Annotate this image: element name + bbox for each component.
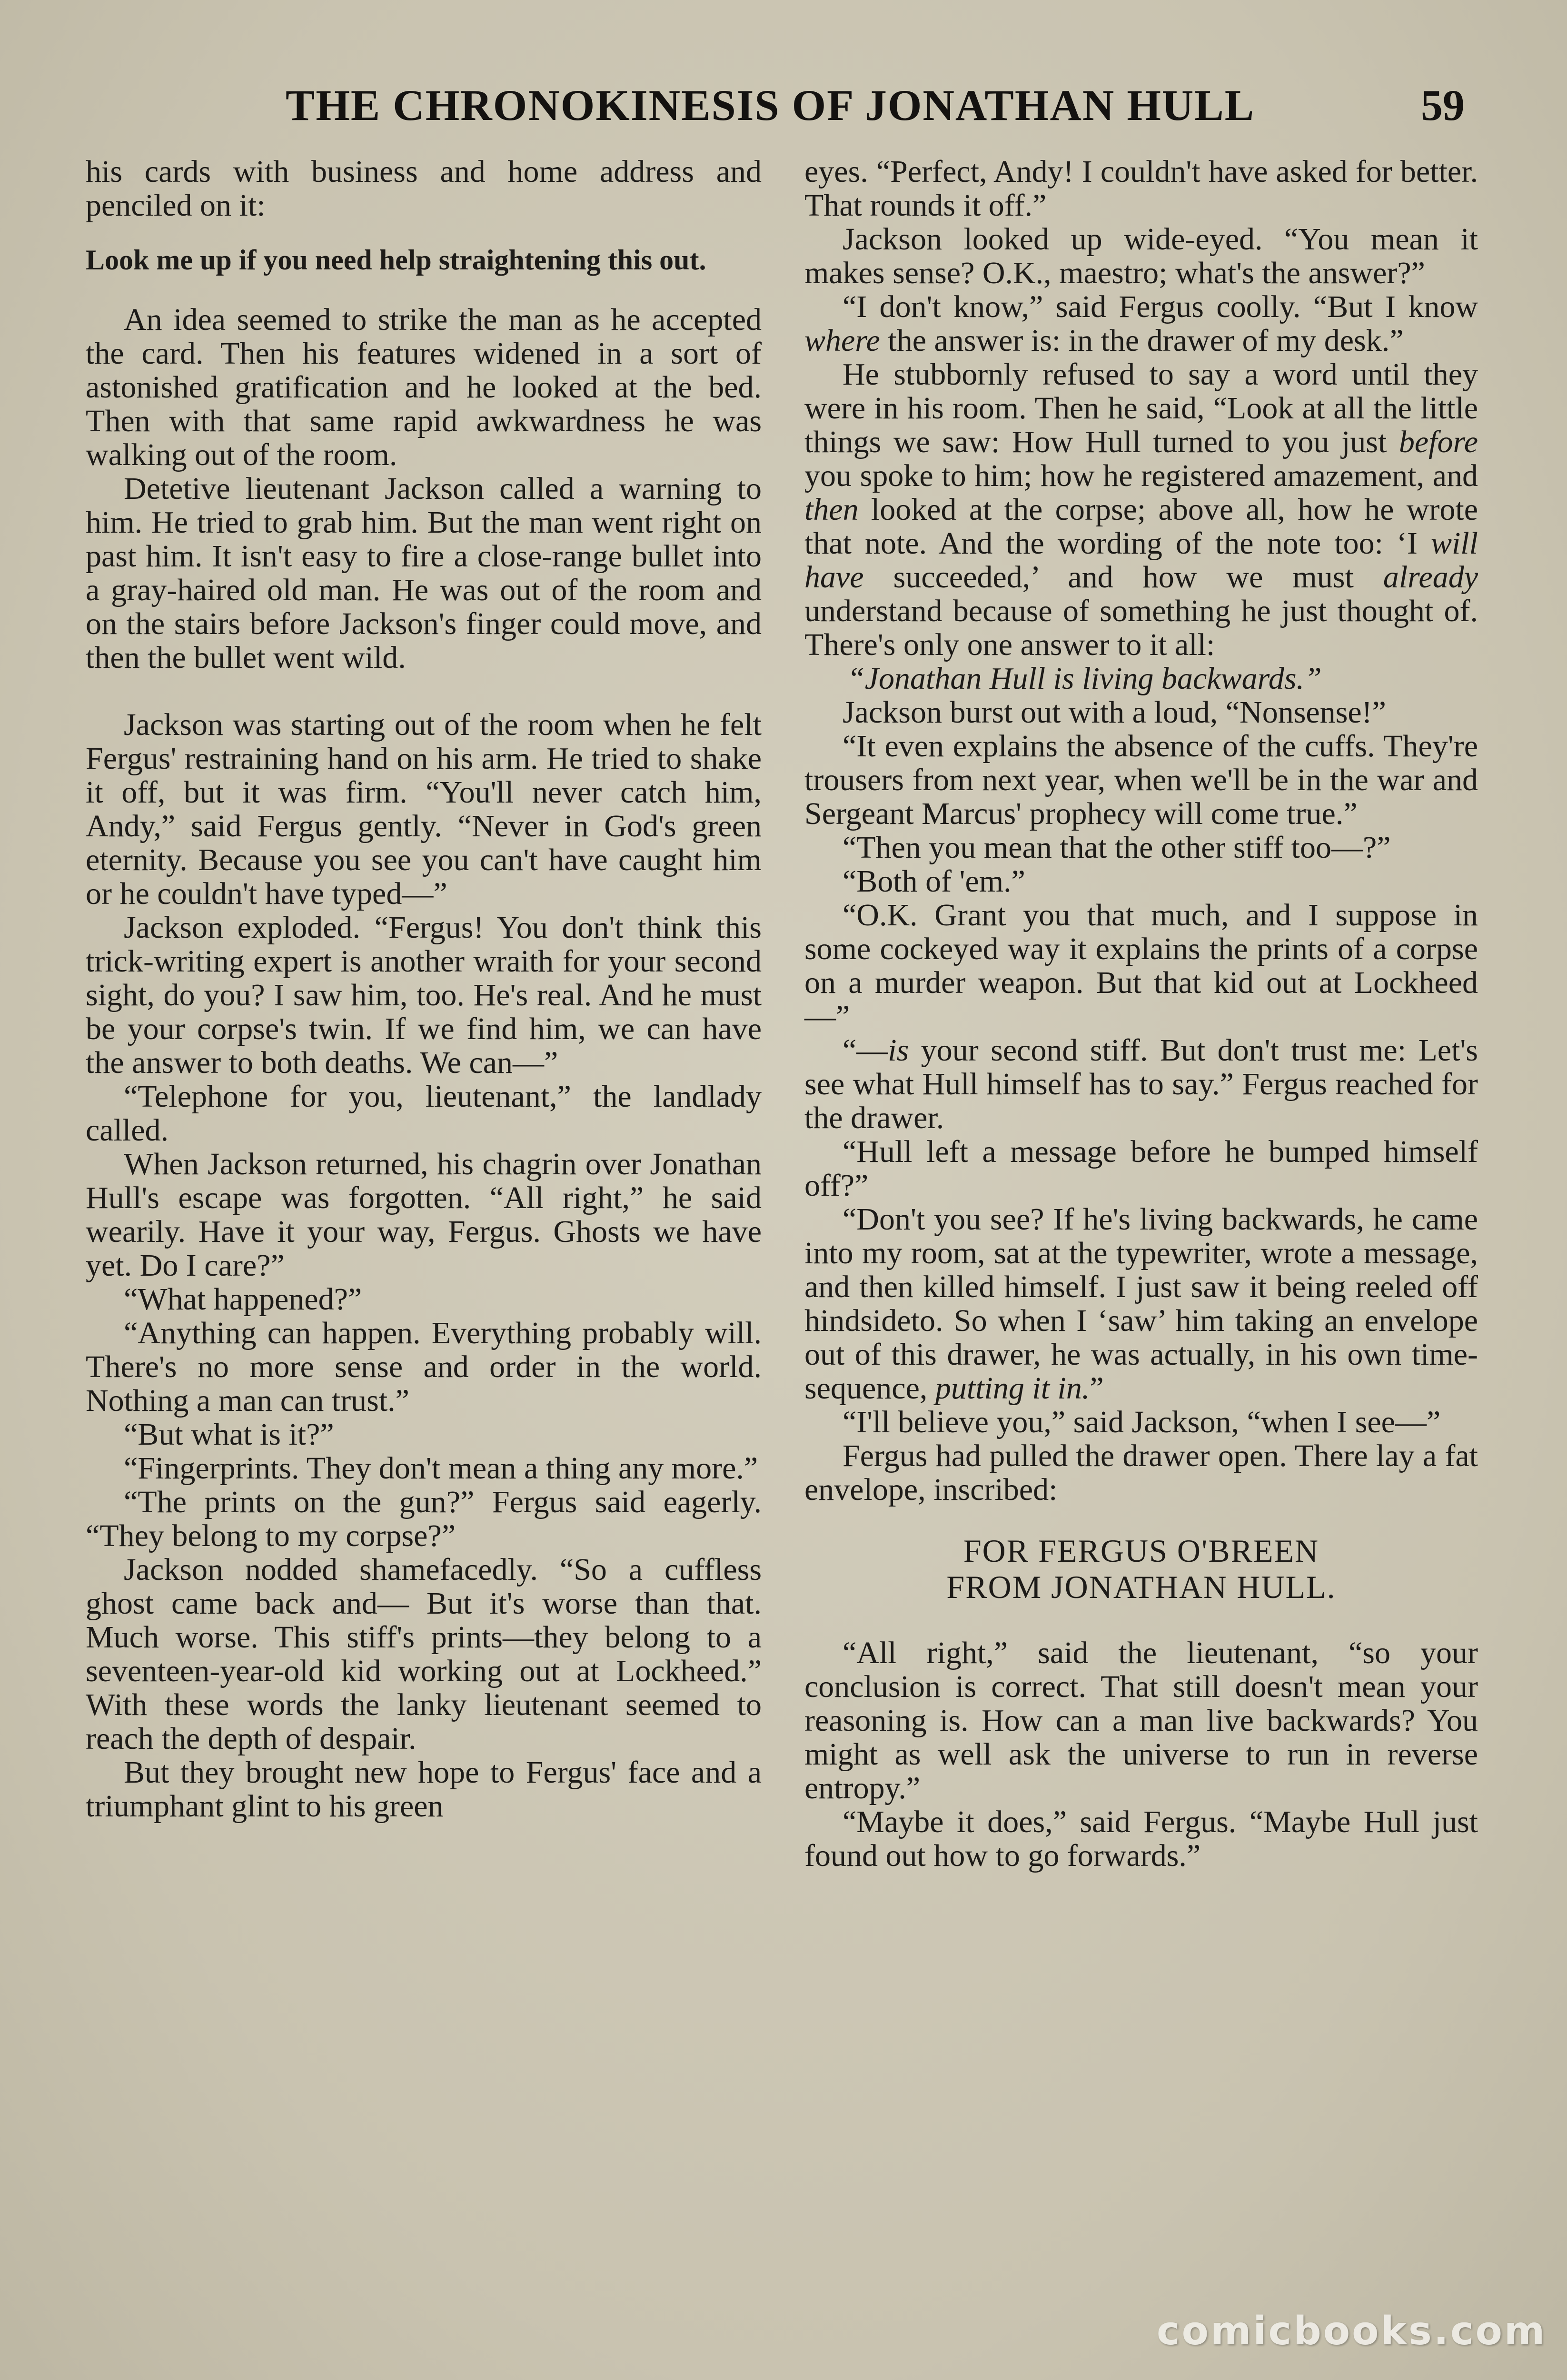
paragraph: Fergus had pulled the drawer open. There lay a fat envelope, inscribed:: [804, 1438, 1478, 1507]
paragraph: Detetive lieutenant Jackson called a warning to him. He tried to grab him. But the man went right on past him. It isn't easy to fire a close-range bullet into a gray-haired old man. He was out of the room and on the stairs before Jackson's finger could move, and then the bullet went wild.: [86, 471, 762, 675]
paragraph: Jackson looked up wide-eyed. “You mean it makes sense? O.K., maestro; what's the answer?”: [804, 222, 1478, 290]
paragraph: “Telephone for you, lieutenant,” the landlady called.: [86, 1079, 762, 1148]
paragraph: “—is your second stiff. But don't trust me: Let's see what Hull himself has to say.” Fergus reached for the drawer.: [804, 1033, 1478, 1135]
paragraph: “The prints on the gun?” Fergus said eagerly. “They belong to my corpse?”: [86, 1485, 762, 1553]
paragraph: But they brought new hope to Fergus' face and a triumphant glint to his green: [86, 1755, 762, 1824]
right-column: [804, 155, 1478, 1873]
envelope-inscription: FOR FERGUS O'BREEN FROM JONATHAN HULL.: [946, 1533, 1336, 1605]
card-note: Look me up if you need help straightening this out.: [86, 244, 706, 276]
paragraph: Jackson was starting out of the room when he felt Fergus' restraining hand on his arm. He tried to shake it off, but it was firm. “You'll never catch him, Andy,” said Fergus gently. “Never in God's green eternity. Because you see you can't have caught him or he couldn't have typed—”: [86, 707, 762, 911]
paragraph: “Maybe it does,” said Fergus. “Maybe Hull just found out how to go forwards.”: [804, 1805, 1478, 1873]
paragraph: Jackson exploded. “Fergus! You don't think this trick-writing expert is another wraith for your second sight, do you? I saw him, too. He's real. And he must be your corpse's twin. If we find him, we can have the answer to both deaths. We can—”: [86, 910, 762, 1080]
paragraph: “Hull left a message before he bumped himself off?”: [804, 1134, 1478, 1203]
paragraph: Jackson nodded shamefacedly. “So a cuffless ghost came back and— But it's worse than that. Much worse. This stiff's prints—they belong to a seventeen-year-old kid working out at Lockheed.” With these words the lanky lieutenant seemed to reach the depth of despair.: [86, 1552, 762, 1756]
paragraph: An idea seemed to strike the man as he accepted the card. Then his features widened in a sort of astonished gratification and he looked at the bed. Then with that same rapid awkwardness he was walking out of the room.: [86, 302, 762, 472]
paragraph: “But what is it?”: [124, 1417, 334, 1452]
site-watermark: comicbooks.com: [1157, 2309, 1547, 2354]
paragraph: “Don't you see? If he's living backwards, he came into my room, sat at the typewriter, wrote a message, and then killed himself. I just saw it being reeled off hindsideto. So when I ‘saw’ him taking an envelope out of this drawer, he was actually, in his own time-sequence, putting it in.”: [804, 1202, 1478, 1406]
paragraph: “Fingerprints. They don't mean a thing any more.”: [124, 1451, 758, 1486]
paragraph: eyes. “Perfect, Andy! I couldn't have asked for better. That rounds it off.”: [804, 154, 1478, 223]
page-number: 59: [1421, 81, 1465, 129]
paragraph: “Anything can happen. Everything probably will. There's no more sense and order in the world. Nothing a man can trust.”: [86, 1316, 762, 1418]
running-head: [0, 71, 1567, 143]
italic-quote: “Jonathan Hull is living backwards.”: [847, 661, 1322, 696]
paragraph: “All right,” said the lieutenant, “so your conclusion is correct. That still doesn't mean your reasoning is. How can a man live backwards? You might as well ask the universe to run in reverse entropy.”: [804, 1636, 1478, 1805]
paragraph: “It even explains the absence of the cuffs. They're trousers from next year, when we'll be in the war and Sergeant Marcus' prophecy will come true.”: [804, 729, 1478, 831]
paragraph: Jackson burst out with a loud, “Nonsense!”: [843, 695, 1386, 730]
paragraph: “Both of 'em.”: [843, 864, 1025, 899]
story-title: THE CHRONOKINESIS OF JONATHAN HULL: [286, 81, 1255, 129]
paragraph: When Jackson returned, his chagrin over Jonathan Hull's escape was forgotten. “All right,” he said wearily. Have it your way, Fergus. Ghosts we have yet. Do I care?”: [86, 1147, 762, 1283]
paragraph: “Then you mean that the other stiff too—?”: [843, 830, 1391, 865]
paragraph: his cards with business and home address and penciled on it:: [86, 154, 762, 223]
paragraph: “I don't know,” said Fergus coolly. “But I know where the answer is: in the drawer of my desk.”: [804, 289, 1478, 358]
left-column: [86, 155, 762, 1823]
paragraph: “What happened?”: [124, 1282, 362, 1317]
paragraph: “I'll believe you,” said Jackson, “when I see—”: [843, 1405, 1441, 1439]
paragraph: “O.K. Grant you that much, and I suppose in some cockeyed way it explains the prints of a corpse on a murder weapon. But that kid out at Lockheed—”: [804, 898, 1478, 1034]
paragraph: He stubbornly refused to say a word until they were in his room. Then he said, “Look at all the little things we saw: How Hull turned to you just before you spoke to him; how he registered amazement, and then looked at the corpse; above all, how he wrote that note. And the wording of the note too: ‘I will have succeeded,’ and how we must already understand because of something he just thought of. There's only one answer to it all:: [804, 357, 1478, 662]
